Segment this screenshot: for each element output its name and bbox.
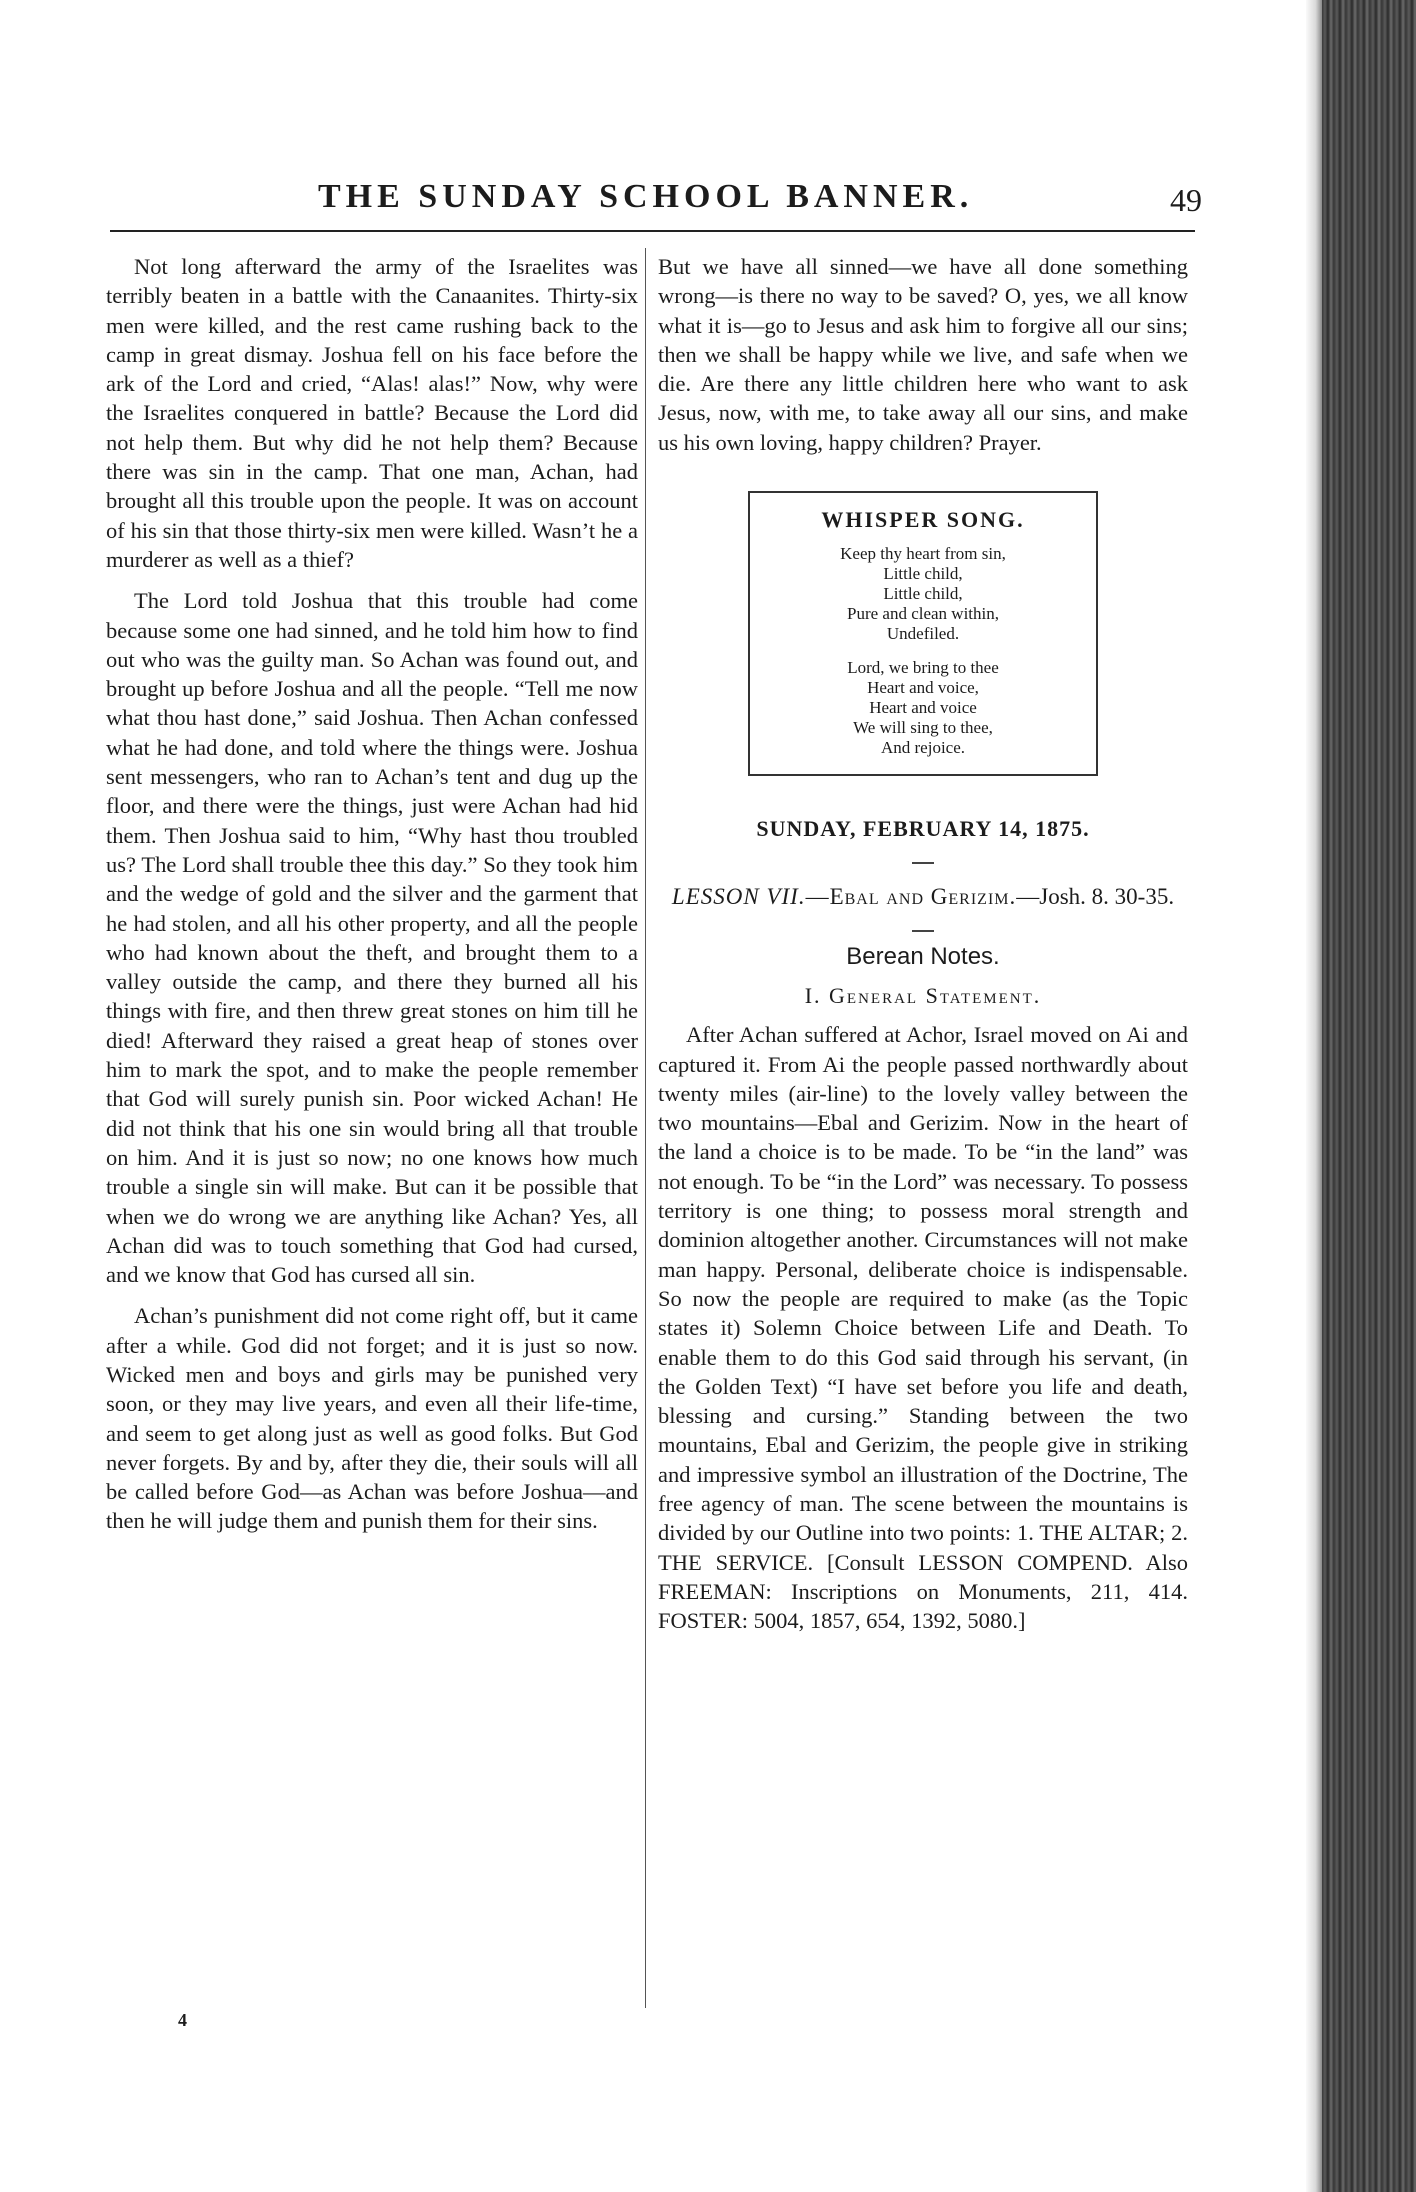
- song-stanza-2: [760, 658, 1086, 758]
- paragraph: Not long afterward the army of the Israelites was terribly beaten in a battle with the Canaanites. Thirty-six men were killed, and the rest came rushing back to the camp in great dismay. Joshua fell on his face before the ark of the Lord and cried, “Alas! alas!” Now, why were the Israelites conquered in battle? Because the Lord did not help them. But why did he not help them? Because there was sin in the camp. That one man, Achan, had brought all this trouble upon the people. It was on account of his sin that those thirty-six men were killed. Wasn’t he a murderer as well as a thief?: [106, 254, 638, 572]
- paragraph: The Lord told Joshua that this trouble had come because some one had sinned, and he told him how to find out who was the guilty man. So Achan was found out, and brought up before Joshua and all the people. “Tell me now what thou hast done,” said Joshua. Then Achan confessed what he had done, and told where the things were. Joshua sent messengers, who ran to Achan’s tent and dug up the floor, and there were the things, just were Achan had hid them. Then Joshua said to him, “Why hast thou troubled us? The Lord shall trouble thee this day.” So they took him and the wedge of gold and the silver and the garment that he had stolen, and all his other property, and all the people who had known about the theft, and brought them to a valley outside the camp, and there they burned all his things with fire, and then threw great stones on him till he died! Afterward they raised a great heap of stones over him to mark the spot, and to make the people remember that God will surely punish sin. Poor wicked Achan! He did not think that his one sin would bring all that trouble on him. And it is just so now; no one knows how much trouble a single sin will make. But can it be possible that when we do wrong we are anything like Achan? Yes, all Achan did was to touch something that God had cursed, and we know that God has cursed all sin.: [106, 588, 638, 1288]
- left-column: [106, 252, 638, 1536]
- song-line: Lord, we bring to thee: [847, 658, 999, 678]
- song-line: And rejoice.: [880, 738, 966, 758]
- song-line: Little child,: [883, 564, 963, 584]
- song-line: Heart and voice: [869, 698, 977, 718]
- song-line: Keep thy heart from sin,: [840, 544, 1006, 564]
- signature-mark: 4: [178, 2010, 187, 2030]
- book-spine-edge: [1322, 0, 1416, 2192]
- running-title: THE SUNDAY SCHOOL BANNER.: [318, 178, 974, 215]
- song-line: Little child,: [883, 584, 963, 604]
- whisper-song-title: WHISPER SONG.: [821, 507, 1025, 533]
- lesson-title: —Ebal and Gerizim.: [805, 883, 1017, 909]
- short-rule: [912, 930, 934, 932]
- paragraph: But we have all sinned—we have all done something wrong—is there no way to be saved? O, yes, we all know what it is—go to Jesus and ask him to forgive all our sins; then we shall be happy while we live, and safe when we die. Are there any little children here who want to ask Jesus, now, with me, to take away all our sins, and make us his own loving, happy children? Prayer.: [658, 254, 1188, 455]
- paragraph: After Achan suffered at Achor, Israel moved on Ai and captured it. From Ai the people passed northwardly about twenty miles (air-line) to the lovely valley between the two mountains—Ebal and Gerizim. Now in the heart of the land a choice is to be made. To be “in the land” was not enough. To be “in the Lord” was necessary. To possess territory is one thing; to possess moral strength and dominion altogether another. Circumstances will not make man happy. Personal, deliberate choice is indispensable. So now the people are required to make (as the Topic states it) Solemn Choice between Life and Death. To enable them to do this God said through his servant, (in the Golden Text) “I have set before you life and death, blessing and cursing.” Standing between the two mountains, Ebal and Gerizim, the people give in striking and impressive symbol an illustration of the Doctrine, The free agency of man. The scene between the mountains is divided by our Outline into two points: 1. THE ALTAR; 2. THE SERVICE. [Consult LESSON COMPEND. Also FREEMAN: Inscriptions on Monuments, 211, 414. FOSTER: 5004, 1857, 654, 1392, 5080.]: [658, 1022, 1188, 1634]
- song-line: We will sing to thee,: [853, 718, 993, 738]
- page-header: [110, 170, 1210, 230]
- short-rule: [912, 862, 934, 864]
- lesson-heading: [658, 882, 1188, 912]
- lesson-number: LESSON VII.: [671, 883, 806, 909]
- column-divider: [645, 248, 646, 2008]
- song-line: Pure and clean within,: [846, 604, 999, 624]
- paragraph: Achan’s punishment did not come right off, but it came after a while. God did not forget; and it is just so now. Wicked men and boys and girls may be punished very soon, or they may live years, and even all their life-time, and seem to get along just as well as good folks. But God never forgets. By and by, after they die, their souls will all be called before God—as Achan was before Joshua—and then he will judge them and punish them for their sins.: [106, 1303, 638, 1534]
- lesson-reference: —Josh. 8. 30-35.: [1016, 883, 1175, 909]
- right-column: [658, 252, 1188, 1636]
- song-stanza-1: [760, 544, 1086, 644]
- header-rule: [110, 230, 1195, 232]
- section-heading: I. General Statement.: [804, 982, 1042, 1008]
- page-edge-shadow: [1306, 0, 1322, 2192]
- page-number: 49: [1170, 182, 1202, 218]
- song-line: Undefiled.: [886, 624, 960, 644]
- notes-title: Berean Notes.: [846, 942, 1000, 970]
- whisper-song-box: [748, 491, 1098, 776]
- date-heading: SUNDAY, FEBRUARY 14, 1875.: [756, 816, 1090, 842]
- song-line: Heart and voice,: [867, 678, 979, 698]
